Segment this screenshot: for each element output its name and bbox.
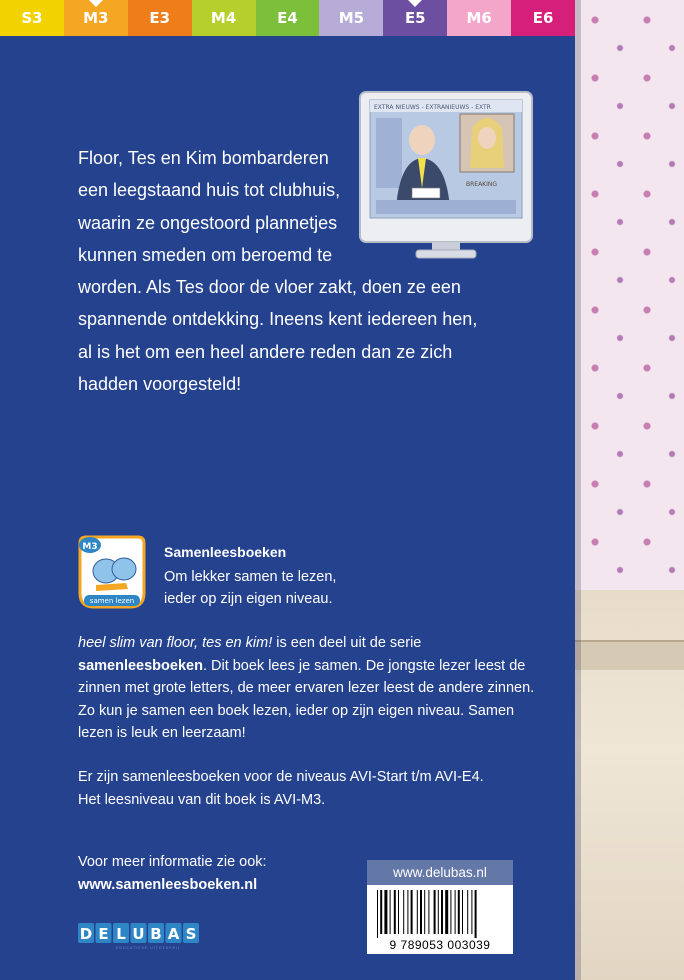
level-m5: [319, 0, 383, 36]
samen-description: [164, 566, 336, 610]
barcode-bar: [462, 890, 463, 934]
logo-letter: A: [167, 925, 180, 943]
barcode-bar: [471, 890, 472, 934]
level-marker-icon: [89, 0, 103, 7]
blurb-text: [78, 142, 548, 400]
isbn-number: 9 789053 003039: [389, 938, 491, 952]
level-label: M6: [466, 9, 492, 27]
spine-shadow: [575, 0, 581, 980]
barcode-bar: [467, 890, 468, 934]
barcode-bar: [424, 890, 425, 934]
barcode-bar: [450, 890, 451, 934]
samen-logo-text: samen lezen: [89, 597, 135, 605]
samen-logo-badge: M3: [82, 542, 98, 552]
samen-desc-line: Om lekker samen te lezen,: [164, 569, 337, 585]
level-e3: [128, 0, 192, 36]
level-e5: [383, 0, 447, 36]
level-label: E6: [532, 9, 554, 27]
blurb-line: al is het om een heel andere reden dan ze zich: [78, 341, 453, 362]
barcode-bar: [384, 890, 387, 934]
barcode-bar: [434, 890, 436, 934]
publisher-url[interactable]: www.delubas.nl: [367, 860, 513, 885]
level-m3: [64, 0, 128, 36]
barcode-bar: [394, 890, 396, 934]
barcode-bar: [455, 890, 456, 934]
level-s3: [0, 0, 64, 36]
more-info: [78, 851, 267, 896]
level-m6: [447, 0, 511, 36]
barcode-bar: [398, 890, 399, 934]
barcode-bar: [441, 890, 443, 934]
barcode-bar: [390, 890, 391, 934]
barcode-bar: [428, 890, 429, 934]
blurb-line: een leegstaand huis tot clubhuis,: [78, 180, 341, 201]
blurb-line: spannende ontdekking. Ineens kent iedereen hen,: [78, 309, 478, 330]
samen-title: Samenleesboeken: [164, 544, 287, 560]
isbn-block: [367, 860, 513, 954]
level-label: E3: [149, 9, 171, 27]
barcode-bar: [417, 890, 418, 934]
logo-letter: E: [98, 925, 109, 943]
barcode-bar: [377, 890, 378, 938]
tv-ticker: EXTRA NIEUWS - EXTRANIEUWS - EXTR: [374, 104, 491, 111]
blurb-line: kunnen smeden om beroemd te: [78, 244, 333, 265]
blurb-line: hadden voorgesteld!: [78, 374, 242, 395]
logo-letter: D: [79, 925, 93, 943]
logo-letter: L: [116, 925, 126, 943]
barcode-bar: [458, 890, 460, 934]
level-e6: [511, 0, 575, 36]
avi-line: Er zijn samenleesboeken voor de niveaus AVI-Start t/m AVI-E4.: [78, 769, 484, 785]
barcode-bar: [420, 890, 422, 934]
delubas-logo: [78, 921, 218, 951]
more-info-label: Voor meer informatie zie ook:: [78, 854, 267, 870]
samen-lezen-logo: [78, 533, 146, 609]
avi-line: Het leesniveau van dit boek is AVI-M3.: [78, 791, 326, 808]
barcode-bar: [403, 890, 404, 934]
level-label: M4: [210, 9, 237, 27]
logo-letter: B: [150, 925, 162, 943]
level-e4: [256, 0, 320, 36]
series-name: samenleesboeken: [78, 657, 203, 674]
level-label: M5: [338, 9, 365, 27]
barcode-bar: [380, 890, 382, 934]
blurb-line: Floor, Tes en Kim bombarderen: [78, 148, 329, 168]
level-marker-icon: [408, 0, 422, 7]
barcode-bar: [411, 890, 413, 934]
blurb-line: waarin ze ongestoord plannetjes: [78, 212, 338, 233]
baseboard: [575, 640, 684, 670]
samen-desc-line: ieder op zijn eigen niveau.: [164, 591, 333, 607]
book-title: heel slim van floor, tes en kim!: [78, 635, 273, 651]
wallpaper-illustration: [575, 0, 684, 980]
barcode-bar: [407, 890, 408, 934]
barcode-bar: [475, 890, 477, 938]
avi-info: [78, 766, 548, 811]
logo-letter: U: [132, 925, 145, 943]
blurb-line: worden. Als Tes door de vloer zakt, doen ze een: [78, 277, 461, 298]
tv-caption: BREAKING: [466, 181, 498, 188]
level-label: E4: [277, 9, 298, 27]
barcode-bar: [438, 890, 439, 934]
level-bar: [0, 0, 575, 36]
info-text: . Dit boek lees je samen. De jongste lezer leest de zinnen met grote letters, de meer ervaren lezer leest de andere zinnen. Zo kun je samen een boek lezen, ieder op zijn eigen niveau. Samen lezen is leuk en leerzaam!: [78, 657, 535, 741]
level-label: S3: [21, 9, 43, 27]
website-link[interactable]: www.samenleesboeken.nl: [78, 876, 258, 893]
level-label: E5: [404, 9, 426, 27]
barcode-bar: [445, 890, 448, 934]
wallpaper: [575, 0, 684, 590]
series-info: [78, 632, 548, 745]
level-m4: [192, 0, 256, 36]
level-label: M3: [83, 9, 109, 27]
info-text: is een deel uit de serie: [272, 635, 422, 651]
logo-letter: S: [185, 925, 197, 943]
publisher-tagline: EDUCATIEVE UITGEVERIJ: [116, 946, 180, 950]
barcode: [373, 890, 507, 938]
